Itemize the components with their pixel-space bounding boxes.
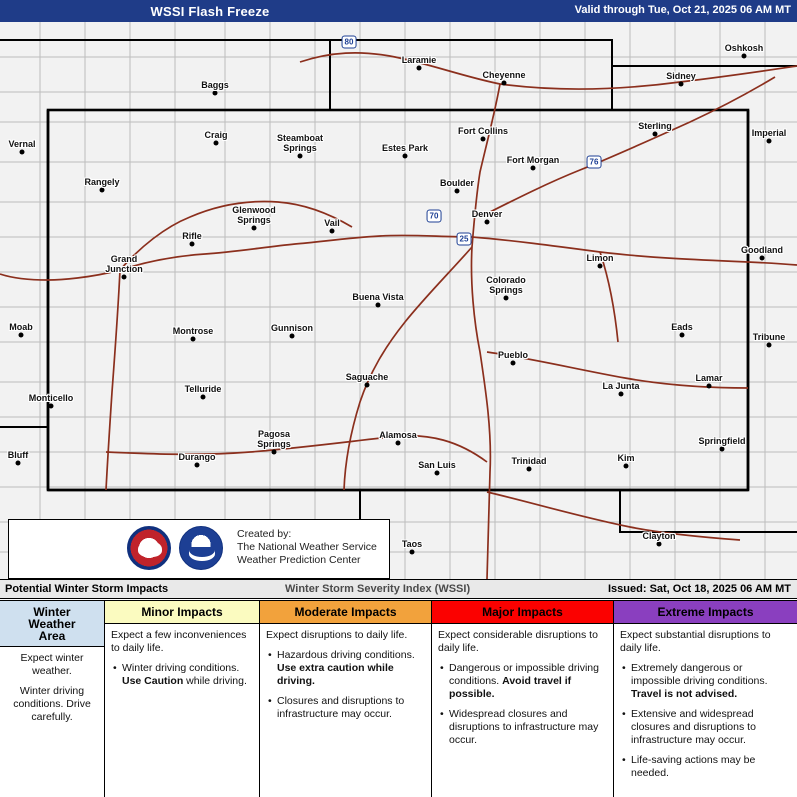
legend-bullet: • Hazardous driving conditions. Use extra caution while driving. <box>277 649 425 688</box>
city-marker <box>49 404 54 409</box>
city-marker <box>619 392 624 397</box>
city-marker <box>657 542 662 547</box>
legend-bullet: • Dangerous or impossible driving conditions. Avoid travel if possible. <box>449 662 607 701</box>
city-label: Tribune <box>752 332 786 342</box>
city-label: Grand Junction <box>105 254 143 274</box>
city-marker <box>290 334 295 339</box>
legend-column-5 <box>614 601 797 797</box>
city-label: Fort Collins <box>458 126 508 136</box>
city-label: Springfield <box>698 436 746 446</box>
legend-text: Expect substantial disruptions to daily life. <box>620 629 771 654</box>
city-label: Lamar <box>695 373 723 383</box>
city-label: Clayton <box>642 531 676 541</box>
city-marker <box>298 154 303 159</box>
legend-column-4 <box>432 601 614 797</box>
city-label: Monticello <box>28 393 74 403</box>
city-label: Goodland <box>741 245 783 255</box>
city-label: Alamosa <box>379 430 417 440</box>
city-marker <box>760 256 765 261</box>
city-label: Taos <box>401 539 423 549</box>
city-marker <box>624 464 629 469</box>
legend-bullet: • Life-saving actions may be needed. <box>631 754 791 780</box>
city-label: Telluride <box>184 384 222 394</box>
city-marker <box>19 333 24 338</box>
city-marker <box>330 229 335 234</box>
city-label: Imperial <box>751 128 787 138</box>
city-label: Kim <box>617 453 635 463</box>
city-label: Pagosa Springs <box>257 429 291 449</box>
city-marker <box>455 189 460 194</box>
legend-body-1 <box>0 647 104 724</box>
city-marker <box>720 447 725 452</box>
credit-line-2: The National Weather Service <box>237 541 377 553</box>
city-label: Buena Vista <box>352 292 404 302</box>
legend-column-3 <box>260 601 432 797</box>
legend-header-2: Minor Impacts <box>105 601 259 624</box>
legend-bullet: • Extensive and widespread closures and disruptions to infrastructure may occur. <box>631 708 791 747</box>
city-label: Pueblo <box>497 350 529 360</box>
city-marker <box>680 333 685 338</box>
city-marker <box>527 467 532 472</box>
city-marker <box>100 188 105 193</box>
city-label: Durango <box>178 452 216 462</box>
city-marker <box>767 139 772 144</box>
city-marker <box>122 275 127 280</box>
city-label: Cheyenne <box>482 70 526 80</box>
city-marker <box>502 81 507 86</box>
impacts-bar-left: Potential Winter Storm Impacts <box>5 583 169 595</box>
city-marker <box>767 343 772 348</box>
legend-bullet: • Closures and disruptions to infrastructure may occur. <box>277 695 425 721</box>
city-marker <box>272 450 277 455</box>
city-marker <box>679 82 684 87</box>
city-marker <box>598 264 603 269</box>
city-label: Vail <box>324 218 340 228</box>
legend-header-5: Extreme Impacts <box>614 601 797 624</box>
city-label: Denver <box>471 209 503 219</box>
legend-body-3 <box>260 624 431 721</box>
impacts-bar-middle: Winter Storm Severity Index (WSSI) <box>285 583 471 595</box>
highway-shield-70: 70 <box>427 210 442 223</box>
city-label: San Luis <box>418 460 456 470</box>
credit-line-3: Weather Prediction Center <box>237 554 361 566</box>
city-marker <box>376 303 381 308</box>
city-marker <box>410 550 415 555</box>
city-label: Steamboat Springs <box>276 133 324 153</box>
highway-shield-25: 25 <box>457 233 472 246</box>
city-label: Vernal <box>8 139 36 149</box>
legend-body-5 <box>614 624 797 780</box>
city-label: Gunnison <box>271 323 313 333</box>
legend-column-2 <box>105 601 260 797</box>
legend-bullet-list <box>438 662 607 747</box>
city-label: Limon <box>586 253 614 263</box>
legend-text: Expect a few inconveniences to daily life. <box>111 629 247 654</box>
city-marker <box>191 337 196 342</box>
legend-header-1: Winter Weather Area <box>0 601 104 647</box>
city-label: Colorado Springs <box>486 275 526 295</box>
legend-text: Expect considerable disruptions to daily life. <box>438 629 598 654</box>
impacts-bar <box>0 579 797 599</box>
city-marker <box>190 242 195 247</box>
legend-text: Expect winter weather. <box>20 652 84 677</box>
legend-bullet-list <box>111 662 253 688</box>
highway-shield-76: 76 <box>587 156 602 169</box>
city-marker <box>213 91 218 96</box>
city-marker <box>531 166 536 171</box>
city-label: Craig <box>204 130 228 140</box>
agency-logos <box>127 526 223 570</box>
nws-logo-icon <box>127 526 171 570</box>
legend-column-1 <box>0 601 105 797</box>
legend-bullet: • Widespread closures and disruptions to infrastructure may occur. <box>449 708 607 747</box>
city-label: Laramie <box>401 55 437 65</box>
legend-header-4: Major Impacts <box>432 601 613 624</box>
city-marker <box>201 395 206 400</box>
city-marker <box>481 137 486 142</box>
city-marker <box>742 54 747 59</box>
city-label: La Junta <box>602 381 640 391</box>
noaa-logo-icon <box>179 526 223 570</box>
legend-bullet-list <box>266 649 425 721</box>
city-label: Estes Park <box>381 143 429 153</box>
city-marker <box>16 461 21 466</box>
city-label: Rangely <box>84 177 120 187</box>
city-marker <box>214 141 219 146</box>
city-label: Sterling <box>638 121 672 131</box>
city-marker <box>485 220 490 225</box>
city-label: Trinidad <box>511 456 547 466</box>
map-canvas[interactable] <box>0 22 797 579</box>
map-vector-layer <box>0 22 797 579</box>
credit-line-1: Created by: <box>237 528 292 540</box>
title-bar <box>0 0 797 22</box>
city-marker <box>504 296 509 301</box>
impacts-bar-right: Issued: Sat, Oct 18, 2025 06 AM MT <box>608 583 791 595</box>
legend-body-2 <box>105 624 259 688</box>
city-marker <box>396 441 401 446</box>
city-label: Eads <box>671 322 693 332</box>
legend-header-3: Moderate Impacts <box>260 601 431 624</box>
city-marker <box>417 66 422 71</box>
city-label: Moab <box>9 322 33 332</box>
city-marker <box>707 384 712 389</box>
city-label: Boulder <box>439 178 475 188</box>
legend <box>0 600 797 797</box>
city-marker <box>435 471 440 476</box>
city-marker <box>511 361 516 366</box>
city-label: Baggs <box>201 80 229 90</box>
page-title: WSSI Flash Freeze <box>150 3 270 19</box>
legend-bullet: • Extremely dangerous or impossible driving conditions. Travel is not advised. <box>631 662 791 701</box>
legend-body-4 <box>432 624 613 747</box>
legend-bullet: • Winter driving conditions. Use Caution while driving. <box>122 662 253 688</box>
legend-bullet-list <box>620 662 791 780</box>
city-label: Fort Morgan <box>506 155 560 165</box>
valid-through-text: Valid through Tue, Oct 21, 2025 06 AM MT <box>574 4 791 16</box>
legend-text: Expect disruptions to daily life. <box>266 629 408 641</box>
city-marker <box>195 463 200 468</box>
city-label: Saguache <box>345 372 389 382</box>
city-label: Glenwood Springs <box>232 205 276 225</box>
city-marker <box>365 383 370 388</box>
legend-text: Winter driving conditions. Drive carefully. <box>13 685 91 723</box>
credit-box <box>8 519 390 579</box>
city-label: Oshkosh <box>724 43 764 53</box>
city-label: Rifle <box>182 231 202 241</box>
city-label: Bluff <box>7 450 29 460</box>
city-marker <box>653 132 658 137</box>
city-marker <box>403 154 408 159</box>
city-label: Montrose <box>172 326 214 336</box>
highway-shield-80: 80 <box>342 36 357 49</box>
city-label: Sidney <box>666 71 696 81</box>
city-marker <box>252 226 257 231</box>
city-marker <box>20 150 25 155</box>
